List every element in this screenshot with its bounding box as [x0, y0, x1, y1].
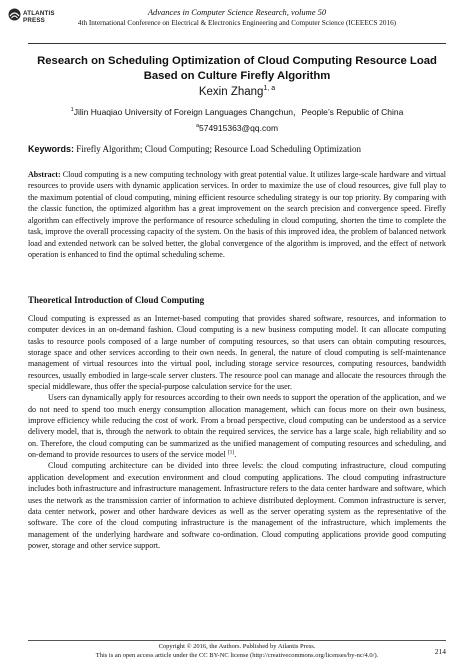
page-number: 214 [434, 647, 446, 656]
copyright-notice: Copyright © 2016, the Authors. Published by Atlantis Press. [158, 643, 316, 650]
paragraph-2-text: Users can dynamically apply for resources according to their own needs to support the operation of the application, and we do not need to spend too much energy consumption allocation management, which can focus more on their own business, improve efficiency while reducing the cost of work. From a broad perspective, cloud computing can be understood as a service delivery model, that is, through the network to obtain the required services, the service has a large scale, high reliability and so on. Therefore, the cloud computing can be summarized as the unified management of computing resources and scheduling, and on-demand to provide resources to users of the service model [28, 393, 446, 460]
journal-title: Advances in Computer Science Research, volume 50 [147, 7, 327, 17]
paper-title: Research on Scheduling Optimization of Cloud Computing Resource Load Based on Culture Firefly Algorithm [37, 55, 437, 82]
footer-divider [28, 640, 446, 641]
conference-title: 4th International Conference on Electrical & Electronics Engineering and Computer Science (ICEEECS 2016) [77, 19, 397, 27]
paragraph-3: Cloud computing architecture can be divided into three levels: the cloud computing infrastructure, cloud computing application development and execution environment and cloud computing applications. The cloud computing infrastructure includes both infrastructure and infrastructure management. Infrastructure refers to the data center hardware and software, which uses the network as the transmission carrier of information to achieve distributed deployment. Common infrastructure is server, data center network, power and other hardware devices as well as the server operating system as the representative of the software. The core of the cloud computing infrastructure is the management of the infrastructure, which implements the management of the underlying hardware and software co-ordination. Cloud computing applications provide good computing power, storage and other service support. [28, 461, 446, 550]
section-heading: Theoretical Introduction of Cloud Computing [28, 295, 205, 305]
abstract-label: Abstract: [28, 170, 61, 179]
license-notice: This is an open access article under the CC BY-NC license (http://creativecommons.org/licenses/by-nc/4.0/). [95, 652, 379, 659]
keywords-label: Keywords: [28, 144, 75, 154]
author-email[interactable]: 574915363@qq.com [199, 123, 279, 133]
body-text [28, 313, 446, 551]
author-line [0, 85, 474, 98]
affiliation-text: Jilin Huaqiao University of Foreign Languages Changchun，People’s Republic of China [73, 107, 404, 117]
email-superscript: a [195, 123, 199, 130]
abstract [28, 169, 446, 261]
citation-ref[interactable]: [1] [227, 449, 235, 456]
author-superscript: 1, a [263, 85, 276, 92]
paragraph-1: Cloud computing is expressed as an Internet-based computing that provides shared software, resources, and information to computer devices in an on-demand fashion. Cloud computing is a new business computing model. It can allocate computing tasks to resource pools composed of a large number of computing resources, so that users can obtain computing resources, storage space and other services according to their own needs. In general, the nature of cloud computing is self-maintenance management of virtual resources into the virtual pool, including storage service resources, computing resources, bandwidth resources, usually embodied in large-scale server clusters. The resource pool can manage and allocate the resources through the special middleware, thus offer the special-purpose calculation service for the user. [28, 314, 446, 392]
publisher-name-line2: PRESS [23, 17, 45, 24]
keywords [28, 144, 446, 155]
abstract-text: Cloud computing is a new computing technology with great potential value. It utilizes large-scale hardware and virtual resources to provide users with dynamic application services. In order to maximize the use of cloud resources, give full play to the maximum potential of cloud computing, mining efficient resource scheduling strategy is our top priority. By comparing with the classic function, the optimized algorithm has a great improvement on the search precision and convergence speed. Firefly algorithm can effectively improve the performance of resource scheduling in cloud computing, shorten the time to complete the task, improve the overall processing capacity of the system. On the basis of this improved idea, the problem of balanced network load and extended network can be solved better, the global convergence of the algorithm is improved, and the effect of network operation is enhanced to find the optimal scheduling scheme. [28, 170, 446, 260]
author-name: Kexin Zhang [198, 85, 264, 98]
keywords-text: Firefly Algorithm; Cloud Computing; Resource Load Scheduling Optimization [76, 144, 361, 154]
paragraph-2-end: . [234, 450, 237, 460]
email-line [0, 123, 474, 133]
affiliation-superscript: 1 [70, 107, 74, 114]
header-divider [28, 43, 446, 44]
paragraph-2 [28, 392, 446, 460]
affiliation [0, 106, 474, 118]
publisher-name-line1: ATLANTIS [23, 10, 55, 17]
